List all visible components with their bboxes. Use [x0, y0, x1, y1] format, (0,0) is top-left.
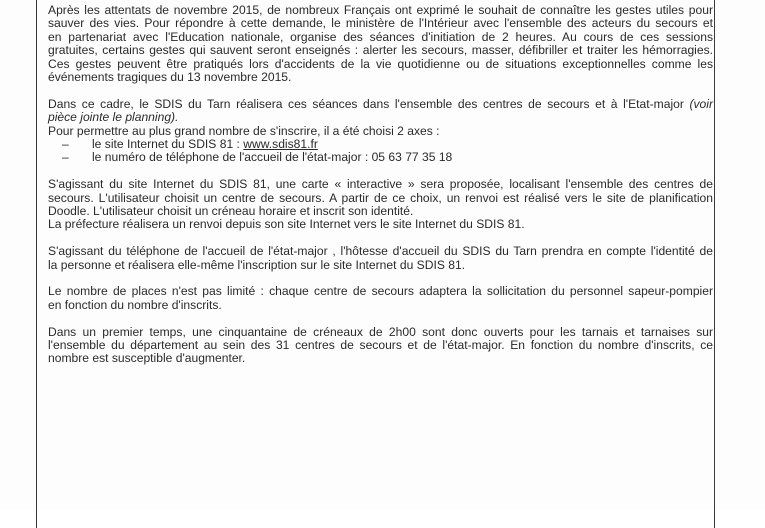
list-item [48, 151, 713, 164]
paragraph-gap [48, 165, 713, 178]
text-line: S'agissant du téléphone de l'accueil de l'état-major , l'hôtesse d'accueil du SDIS du Tarn prendra en compte l'identité de [48, 244, 713, 259]
paragraph-sdis-sessions [48, 98, 713, 165]
text-line: Doodle. L'utilisateur choisit un créneau horaire et inscrit son identité. [48, 204, 414, 219]
list-item [48, 138, 713, 151]
text-line: événements tragiques du 13 novembre 2015. [48, 70, 292, 85]
text-line: La préfecture réalisera un renvoi depuis son site Internet vers le site Internet du SDIS 81. [48, 217, 525, 232]
dash-bullet: – [62, 137, 69, 152]
text-line: en fonction du nombre d'inscrits. [48, 297, 222, 312]
italic-note: (voir [689, 96, 713, 111]
text-line: l'ensemble du département au sein des 31 centres de secours et de l'état-major. En fonction du nombre d'inscrits, ce [48, 338, 713, 353]
paragraph-places [48, 285, 713, 312]
text-line [48, 111, 713, 124]
paragraph-gap [48, 312, 713, 325]
text-line: nombre est susceptible d'augmenter. [48, 351, 246, 366]
text-line: Le nombre de places n'est pas limité : chaque centre de secours adaptera la sollicitation du personnel sapeur-pompier [48, 284, 713, 299]
text-line: en partenariat avec l'Education nationale, organise des séances d'initiation de 2 heures. Au cours de ces sessions [48, 29, 713, 44]
document-body [48, 4, 713, 366]
italic-note: pièce jointe le planning). [48, 110, 179, 125]
text-line: la personne et réalisera elle-même l'inscription sur le site Internet du SDIS 81. [48, 257, 466, 272]
text-line [48, 98, 713, 111]
paragraph-gap [48, 232, 713, 245]
text-segment: Dans ce cadre, le SDIS du Tarn réalisera ces séances dans l'ensemble des centres de secours et à l'Etat-major [48, 96, 684, 111]
text-line: sauver des vies. Pour répondre à cette demande, le ministère de l'Intérieur avec l'ensemble des acteurs du secours et [48, 16, 713, 31]
list-item-text: le site Internet du SDIS 81 : [92, 137, 244, 152]
paragraph-context [48, 4, 713, 84]
website-link[interactable]: www.sdis81.fr [243, 137, 318, 152]
text-line: secours. L'utilisateur choisit un centre de secours. A partir de ce choix, un renvoi est réalisé vers le site de planification [48, 190, 713, 205]
text-line: S'agissant du site Internet du SDIS 81, une carte « interactive » sera proposée, localisant l'ensemble des centres de [48, 177, 713, 192]
text-line: gratuites, certains gestes qui sauvent seront enseignés : alerter les secours, masser, défibriller et traiter les hémorragies. [48, 43, 713, 58]
paragraph-gap [48, 272, 713, 285]
text-line: Après les attentats de novembre 2015, de nombreux Français ont exprimé le souhait de connaître les gestes utiles pour [48, 3, 713, 17]
paragraph-telephone [48, 245, 713, 272]
text-line: Pour permettre au plus grand nombre de s'inscrire, il a été choisi 2 axes : [48, 123, 440, 138]
list-item-text: le numéro de téléphone de l'accueil de l'état-major : 05 63 77 35 18 [92, 150, 453, 165]
paragraph-website [48, 178, 713, 232]
paragraph-gap [48, 84, 713, 97]
text-line: Dans un premier temps, une cinquantaine de créneaux de 2h00 sont donc ouverts pour les tarnais et tarnaises sur [48, 324, 713, 339]
text-line: Ces gestes peuvent être pratiqués lors d'accidents de la vie quotidienne ou de situations exceptionnelles comme les [48, 56, 713, 71]
paragraph-slots [48, 326, 713, 366]
dash-bullet: – [62, 150, 69, 165]
